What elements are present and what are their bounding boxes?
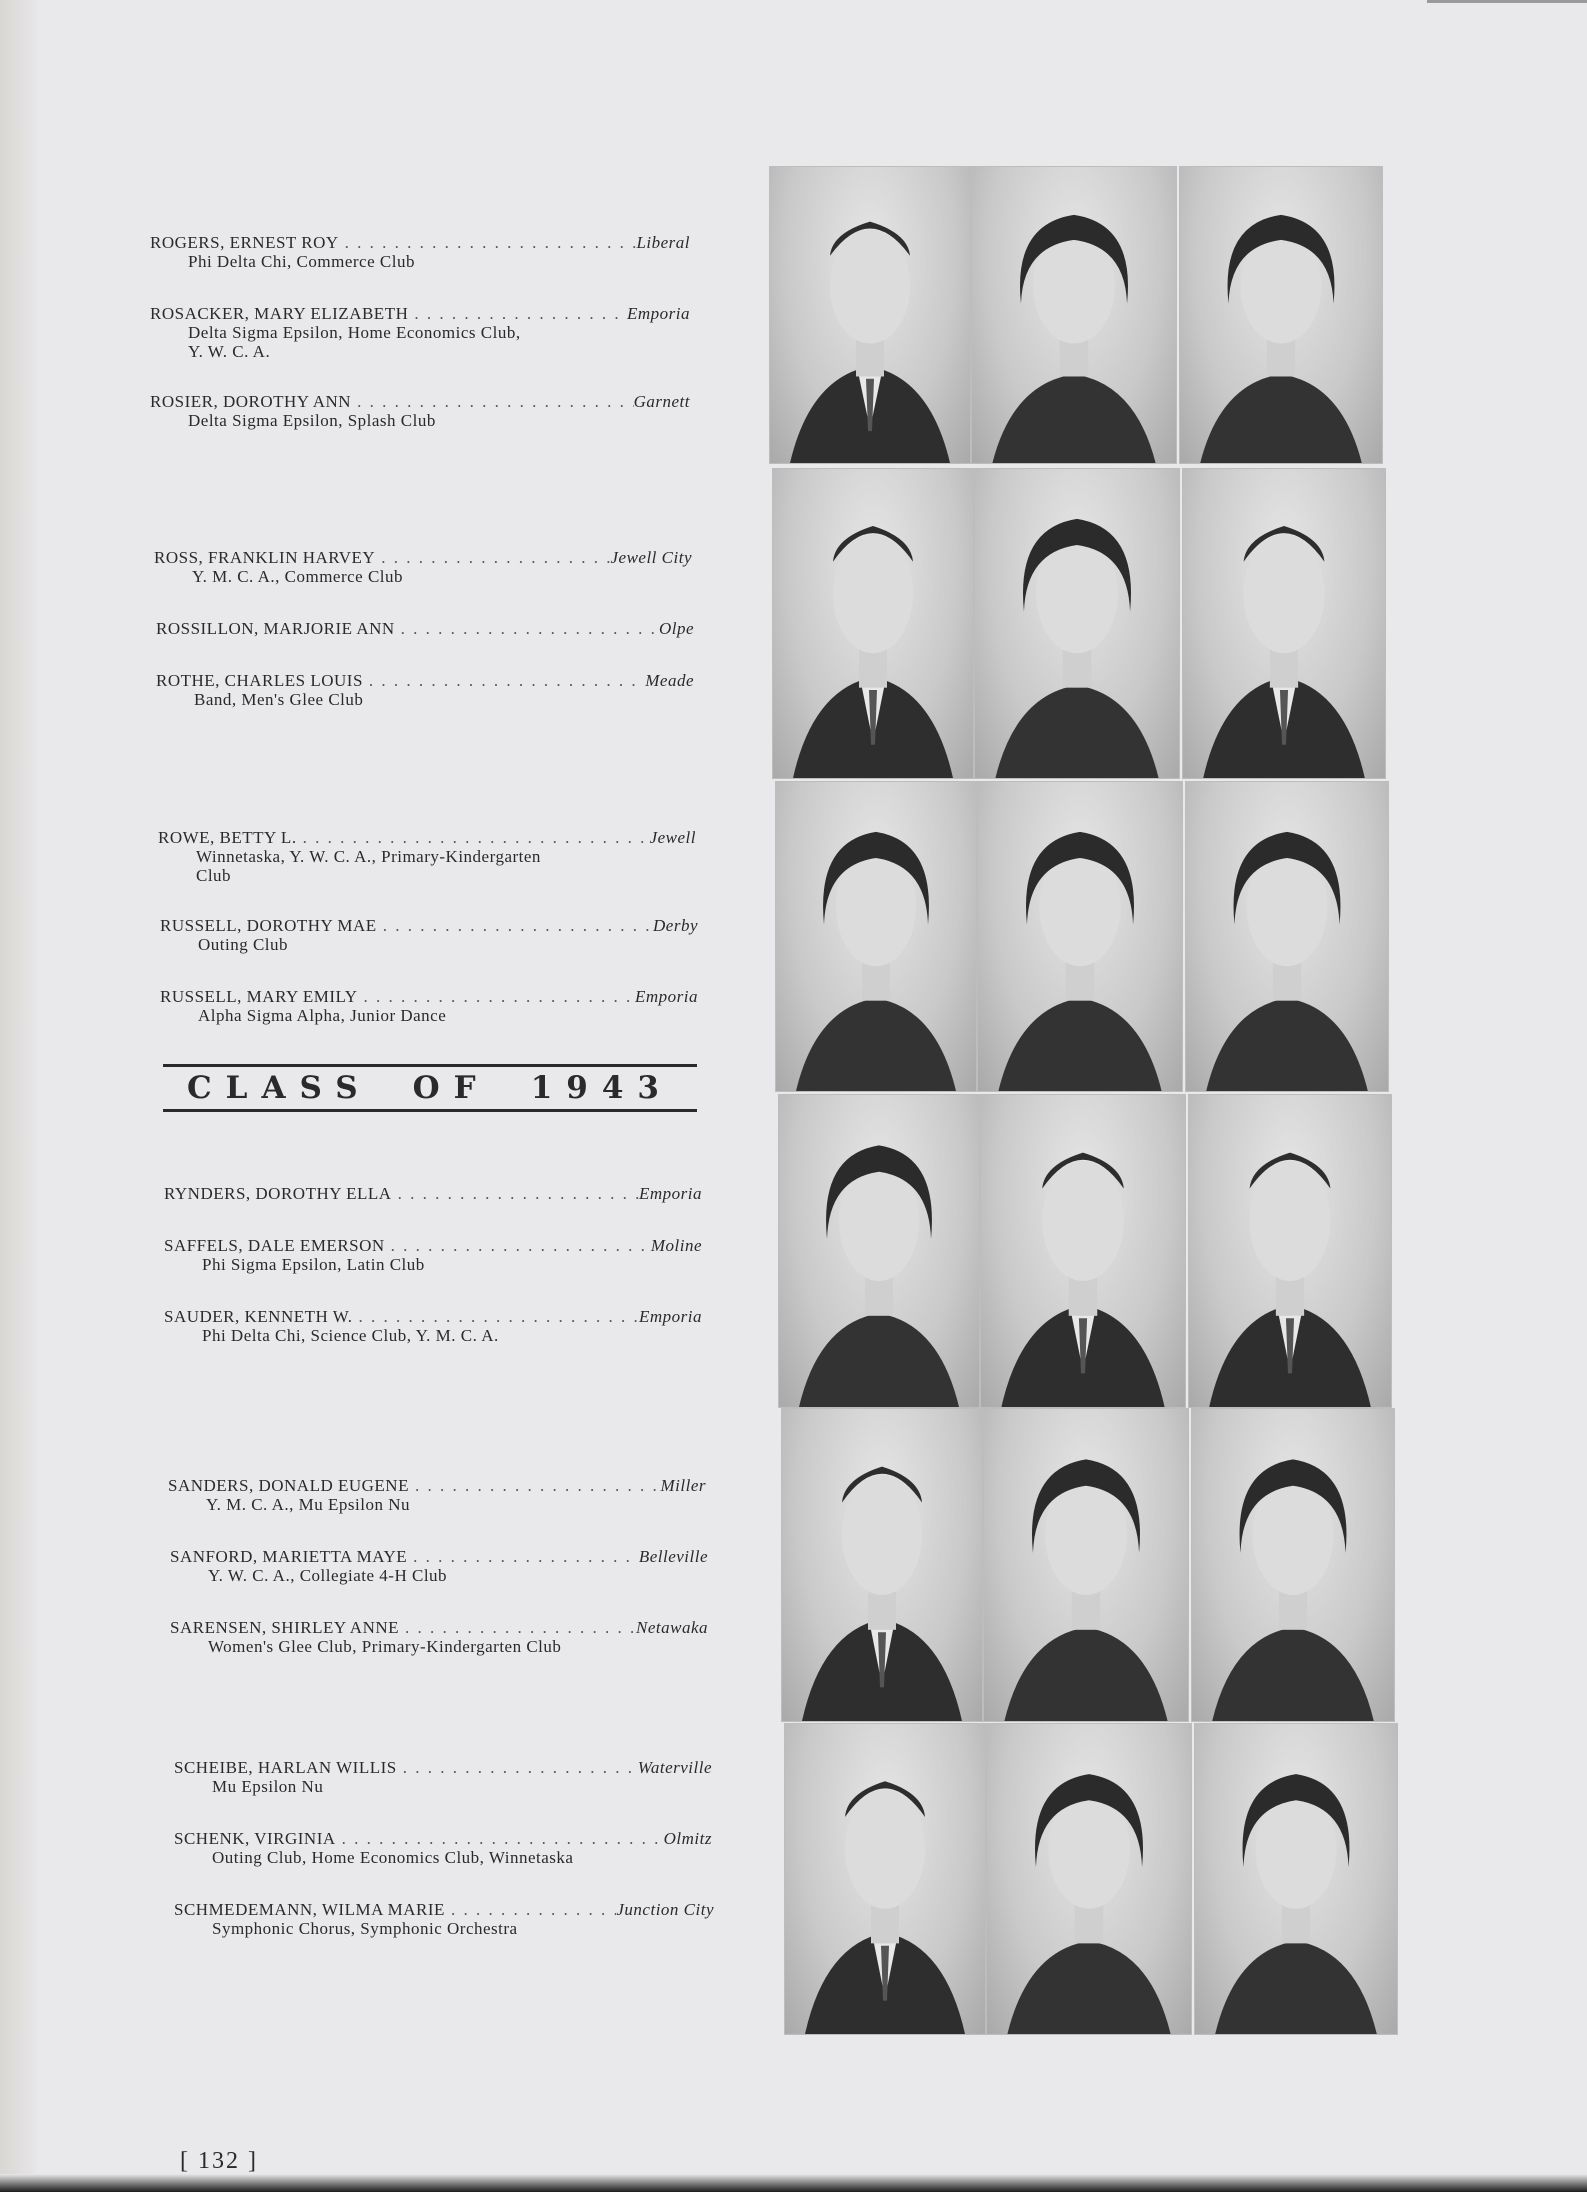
class-header — [163, 1064, 697, 1112]
student-name: ROGERS, ERNEST ROY — [150, 233, 339, 252]
list-item — [164, 1307, 702, 1345]
portrait-photo — [972, 167, 1176, 463]
list-item — [174, 1829, 712, 1867]
activities: Outing Club — [198, 935, 289, 954]
leader-dots — [397, 1758, 638, 1777]
activities: Delta Sigma Epsilon, Splash Club — [188, 411, 436, 430]
student-name: SCHEIBE, HARLAN WILLIS — [174, 1758, 397, 1777]
hometown: Jewell — [649, 828, 696, 847]
activities: Phi Delta Chi, Commerce Club — [188, 252, 415, 271]
activities: Winnetaska, Y. W. C. A., Primary-Kindergarten Club — [196, 847, 541, 885]
list-item — [174, 1900, 714, 1938]
student-name: SAFFELS, DALE EMERSON — [164, 1236, 385, 1255]
leader-dots — [408, 304, 627, 323]
activities: Phi Sigma Epsilon, Latin Club — [202, 1255, 425, 1274]
leader-dots — [409, 1476, 661, 1495]
hometown: Netawaka — [636, 1618, 708, 1637]
hometown: Miller — [660, 1476, 706, 1495]
activities: Y. M. C. A., Mu Epsilon Nu — [206, 1495, 410, 1514]
student-name: ROWE, BETTY L. — [158, 828, 297, 847]
leader-dots — [297, 828, 650, 847]
student-name: ROTHE, CHARLES LOUIS — [156, 671, 363, 690]
portrait-photo — [987, 1724, 1191, 2034]
page-binding-shadow — [0, 0, 40, 2192]
hometown: Garnett — [633, 392, 690, 411]
activities: Women's Glee Club, Primary-Kindergarten Club — [208, 1637, 562, 1656]
hometown: Belleville — [638, 1547, 708, 1566]
portrait-photo — [984, 1409, 1188, 1721]
list-item — [160, 916, 698, 954]
portrait-photo — [770, 167, 970, 463]
page-number: [ 132 ] — [180, 2148, 258, 2174]
student-name: SCHMEDEMANN, WILMA MARIE — [174, 1900, 445, 1919]
activities: Outing Club, Home Economics Club, Winnetaska — [212, 1848, 574, 1867]
leader-dots — [392, 1184, 639, 1203]
portrait-photo — [1186, 782, 1388, 1091]
leader-dots — [399, 1618, 636, 1637]
leader-dots — [375, 548, 610, 567]
list-item — [170, 1618, 708, 1656]
leader-dots — [407, 1547, 639, 1566]
list-item — [174, 1758, 712, 1796]
student-name: SARENSEN, SHIRLEY ANNE — [170, 1618, 400, 1637]
list-item — [164, 1184, 702, 1203]
list-item — [170, 1547, 708, 1585]
student-name: RYNDERS, DOROTHY ELLA — [164, 1184, 392, 1203]
list-item — [168, 1476, 706, 1514]
hometown: Emporia — [639, 1307, 702, 1326]
portrait-photo — [782, 1409, 982, 1721]
list-item — [160, 987, 698, 1025]
list-item — [158, 828, 696, 885]
list-item — [156, 671, 694, 709]
list-item — [154, 548, 692, 586]
hometown: Emporia — [639, 1184, 702, 1203]
hometown: Waterville — [637, 1758, 712, 1777]
leader-dots — [377, 916, 653, 935]
hometown: Liberal — [636, 233, 690, 252]
list-item — [150, 392, 690, 430]
leader-dots — [395, 619, 659, 638]
student-name: SANDERS, DONALD EUGENE — [168, 1476, 409, 1495]
leader-dots — [445, 1900, 616, 1919]
hometown: Olmitz — [663, 1829, 712, 1848]
hometown: Derby — [653, 916, 698, 935]
portrait-photo — [773, 469, 973, 778]
activities: Delta Sigma Epsilon, Home Economics Club, Y. W. C. A. — [188, 323, 521, 361]
hometown: Moline — [650, 1236, 702, 1255]
leader-dots — [351, 392, 634, 411]
student-name: SAUDER, KENNETH W. — [164, 1307, 353, 1326]
student-name: ROSSILLON, MARJORIE ANN — [156, 619, 395, 638]
portrait-photo — [785, 1724, 985, 2034]
portrait-photo — [776, 782, 976, 1091]
student-name: RUSSELL, MARY EMILY — [160, 987, 358, 1006]
list-item — [150, 304, 690, 361]
leader-dots — [385, 1236, 651, 1255]
activities: Phi Delta Chi, Science Club, Y. M. C. A. — [202, 1326, 499, 1345]
list-item — [156, 619, 694, 638]
student-name: ROSACKER, MARY ELIZABETH — [150, 304, 409, 323]
hometown: Emporia — [635, 987, 698, 1006]
student-name: ROSIER, DOROTHY ANN — [150, 392, 352, 411]
hometown: Jewell City — [610, 548, 692, 567]
portrait-photo — [1189, 1095, 1391, 1407]
activities: Symphonic Chorus, Symphonic Orchestra — [212, 1919, 518, 1938]
page-top-edge — [1427, 0, 1587, 3]
hometown: Olpe — [658, 619, 694, 638]
student-name: SANFORD, MARIETTA MAYE — [170, 1547, 408, 1566]
leader-dots — [352, 1307, 639, 1326]
portrait-photo — [978, 782, 1182, 1091]
page-bottom-edge — [0, 2174, 1587, 2192]
student-name: ROSS, FRANKLIN HARVEY — [154, 548, 376, 567]
portrait-photo — [1183, 469, 1385, 778]
hometown: Emporia — [627, 304, 690, 323]
portrait-photo — [1180, 167, 1382, 463]
student-name: RUSSELL, DOROTHY MAE — [160, 916, 377, 935]
portrait-photo — [981, 1095, 1185, 1407]
activities: Band, Men's Glee Club — [194, 690, 364, 709]
portrait-photo — [779, 1095, 979, 1407]
hometown: Meade — [645, 671, 694, 690]
leader-dots — [358, 987, 636, 1006]
hometown: Junction City — [616, 1900, 714, 1919]
leader-dots — [336, 1829, 664, 1848]
student-name: SCHENK, VIRGINIA — [174, 1829, 336, 1848]
class-header-word: CLASS — [187, 1070, 372, 1106]
activities: Mu Epsilon Nu — [212, 1777, 324, 1796]
class-header-word: OF — [412, 1070, 490, 1106]
leader-dots — [363, 671, 645, 690]
class-header-year: 1943 — [530, 1070, 673, 1106]
activities: Alpha Sigma Alpha, Junior Dance — [198, 1006, 447, 1025]
portrait-photo — [1192, 1409, 1394, 1721]
list-item — [164, 1236, 702, 1274]
leader-dots — [339, 233, 637, 252]
portrait-photo — [975, 469, 1179, 778]
portrait-photo — [1195, 1724, 1397, 2034]
activities: Y. W. C. A., Collegiate 4-H Club — [208, 1566, 448, 1585]
activities: Y. M. C. A., Commerce Club — [192, 567, 404, 586]
list-item — [150, 233, 690, 271]
